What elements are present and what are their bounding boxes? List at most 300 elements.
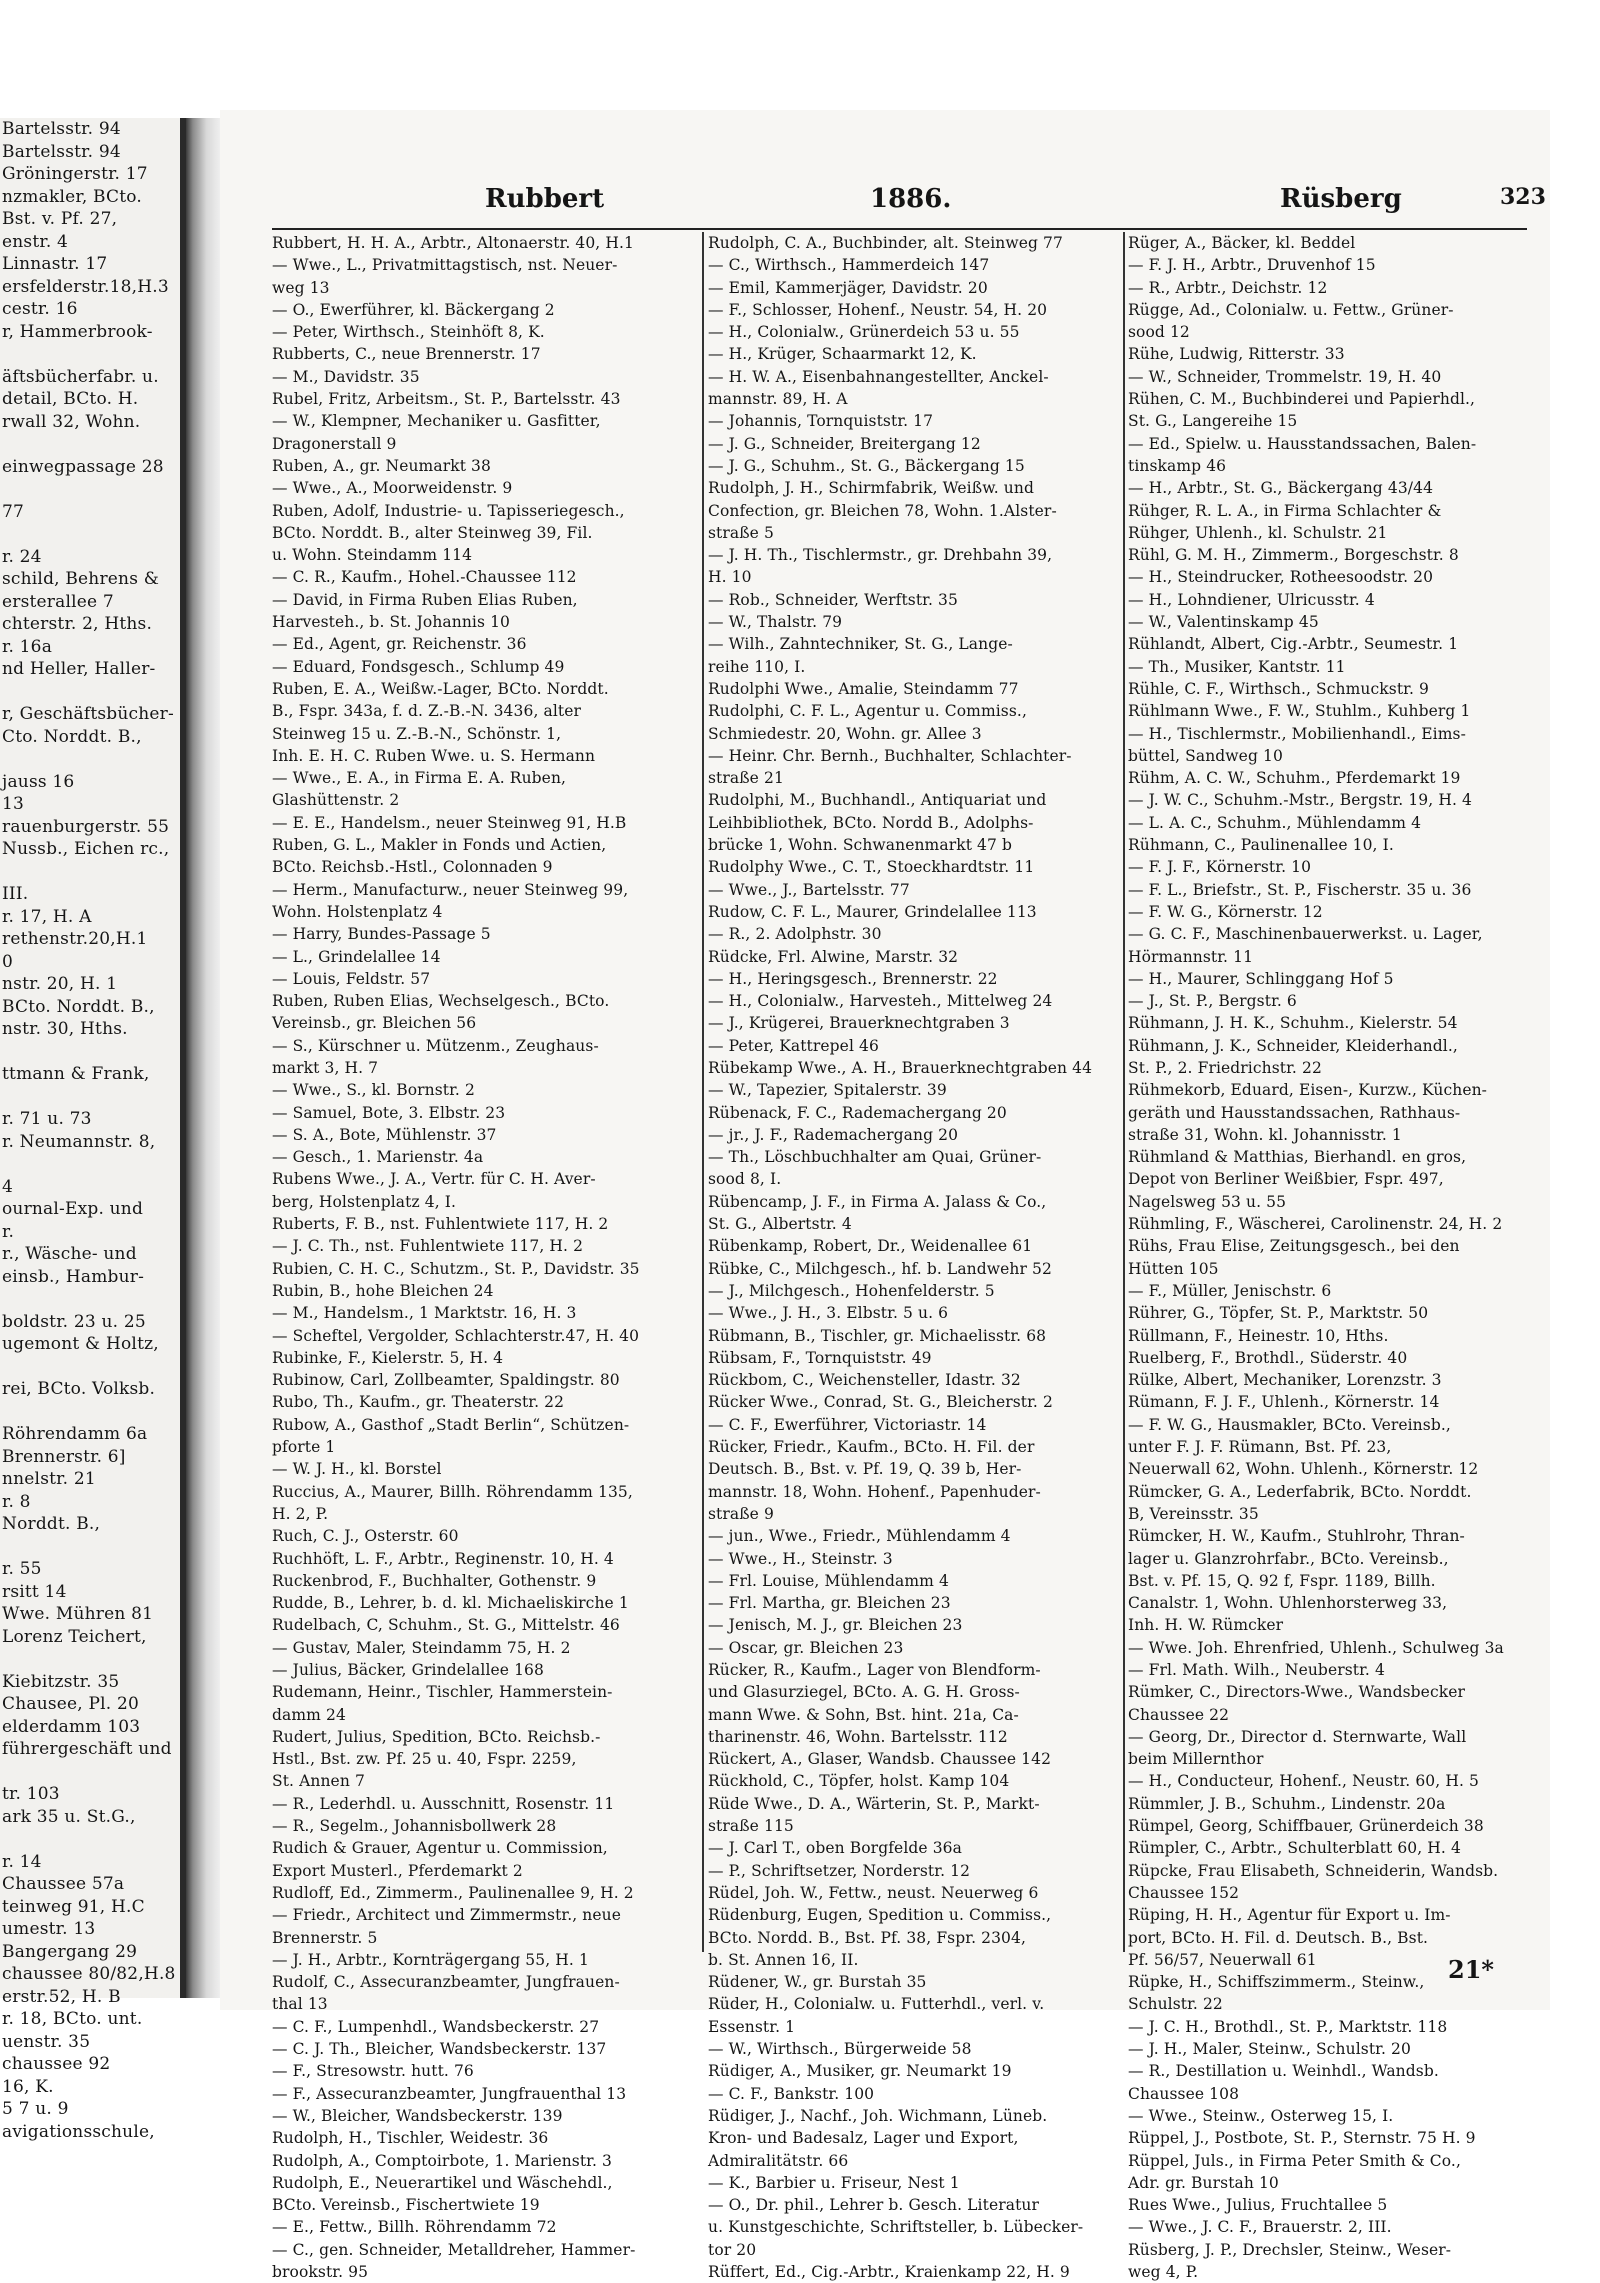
left-page-line: r. 17, H. A <box>2 906 92 927</box>
left-page-line: Bartelsstr. 94 <box>2 141 121 162</box>
directory-entry-line: Wohn. Holstenplatz 4 <box>272 902 443 921</box>
directory-entry-line: — F. L., Briefstr., St. P., Fischerstr. 35 u. 36 <box>1128 880 1472 899</box>
left-page-line: Kiebitzstr. 35 <box>2 1671 120 1692</box>
directory-entry-line: — J., Milchgesch., Hohenfelderstr. 5 <box>708 1281 995 1300</box>
directory-entry-line: Rühlandt, Albert, Cig.-Arbtr., Seumestr. 1 <box>1128 635 1459 654</box>
directory-entry-line: — C. R., Kaufm., Hohel.-Chaussee 112 <box>272 568 577 587</box>
directory-entry-line: — Th., Löschbuchhalter am Quai, Grüner- <box>708 1148 1042 1167</box>
directory-entry-line: Rudloff, Ed., Zimmerm., Paulinenallee 9, H. 2 <box>272 1883 634 1902</box>
directory-entry-line: Rüdenburg, Eugen, Spedition u. Commiss., <box>708 1906 1052 1925</box>
directory-entry-line: Rüppel, J., Postbote, St. P., Sternstr. 75 H. 9 <box>1128 2129 1476 2148</box>
directory-entry-line: Rückhold, C., Töpfer, holst. Kamp 104 <box>708 1772 1010 1791</box>
directory-entry-line: Export Musterl., Pferdemarkt 2 <box>272 1861 523 1880</box>
directory-entry-line: Confection, gr. Bleichen 78, Wohn. 1.Alster- <box>708 501 1057 520</box>
directory-entry-line: Rühmekorb, Eduard, Eisen-, Kurzw., Küchen- <box>1128 1081 1488 1100</box>
directory-entry-line: Chaussee 152 <box>1128 1883 1240 1902</box>
directory-entry-line: Rubel, Fritz, Arbeitsm., St. P., Bartelsstr. 43 <box>272 390 621 409</box>
left-page-line: chterstr. 2, Hths. <box>2 614 153 634</box>
directory-entry-line: Rubien, C. H. C., Schutzm., St. P., Davidstr. 35 <box>272 1259 640 1278</box>
directory-entry-line: — Scheftel, Vergolder, Schlachterstr.47, H. 40 <box>272 1326 640 1345</box>
directory-entry-line: brücke 1, Wohn. Schwanenmarkt 47 b <box>708 836 1013 855</box>
directory-entry-line: straße 31, Wohn. kl. Johannisstr. 1 <box>1128 1125 1402 1144</box>
left-page-line: r. 8 <box>2 1491 31 1512</box>
directory-entry-line: — F. W. G., Körnerstr. 12 <box>1128 902 1323 921</box>
directory-entry-line: Leihbibliothek, BCto. Nordd B., Adolphs- <box>708 813 1034 832</box>
directory-entry-line: — J. H., Maler, Steinw., Schulstr. 20 <box>1128 2040 1411 2059</box>
left-page-line: avigationsschule, <box>2 2121 155 2142</box>
directory-entry-line: Rückert, A., Glaser, Wandsb. Chaussee 142 <box>708 1750 1052 1769</box>
left-page-line: Bartelsstr. 94 <box>2 119 121 139</box>
left-page-line: 0 <box>2 951 14 972</box>
directory-entry-line: Adr. gr. Burstah 10 <box>1128 2173 1279 2192</box>
directory-entry-line: Rücker Wwe., Conrad, St. G., Bleicherstr. 2 <box>708 1393 1053 1412</box>
left-page-line: Chaussee 57a <box>2 1874 125 1894</box>
directory-entry-line: Rücker, Friedr., Kaufm., BCto. H. Fil. der <box>708 1438 1035 1457</box>
left-page-fragment <box>0 118 186 2142</box>
left-page-line <box>0 343 180 366</box>
directory-entry-line: — C., Wirthsch., Hammerdeich 147 <box>708 256 990 275</box>
directory-entry-line: Rümcker, H. W., Kaufm., Stuhlrohr, Thran- <box>1128 1527 1465 1546</box>
header-year: 1886. <box>870 184 952 214</box>
directory-entry-line: — O., Ewerführer, kl. Bäckergang 2 <box>272 300 555 319</box>
directory-entry-line: büttel, Sandweg 10 <box>1128 746 1283 765</box>
directory-entry-line: unter F. J. F. Rümann, Bst. Pf. 23, <box>1128 1438 1392 1457</box>
directory-entry-line: Rüping, H. H., Agentur für Export u. Im- <box>1128 1906 1451 1925</box>
directory-entry-line: Rüppel, Juls., in Firma Peter Smith & Co., <box>1128 2151 1461 2170</box>
directory-entry-line: — F., Schlosser, Hohenf., Neustr. 54, H. 20 <box>708 300 1048 319</box>
left-page-line: elderdamm 103 <box>2 1716 141 1737</box>
directory-entry-line: Rügge, Ad., Colonialw. u. Fettw., Grüner- <box>1128 300 1454 319</box>
directory-entry-line: Nagelsweg 53 u. 55 <box>1128 1192 1287 1211</box>
left-page-line: III. <box>2 884 29 904</box>
left-page-line <box>0 523 180 546</box>
left-page-line: Linnastr. 17 <box>2 254 108 274</box>
directory-entry-line: — H., Maurer, Schlinggang Hof 5 <box>1128 969 1394 988</box>
directory-entry-line: — R., Destillation u. Weinhdl., Wandsb. <box>1128 2062 1439 2081</box>
directory-entry-line: Rudolph, H., Tischler, Weidestr. 36 <box>272 2129 549 2148</box>
directory-entry-line: Dragonerstall 9 <box>272 434 397 453</box>
left-page-line: umestr. 13 <box>2 1919 96 1939</box>
left-page-line: Nussb., Eichen rc., <box>2 839 170 859</box>
directory-entry-line: markt 3, H. 7 <box>272 1058 379 1077</box>
left-page-line: chaussee 80/82,H.8 <box>2 1964 176 1984</box>
left-page-line: nzmakler, BCto. <box>2 186 143 207</box>
directory-entry-line: Rümpel, Georg, Schiffbauer, Grünerdeich 38 <box>1128 1817 1484 1836</box>
directory-entry-line: Rühmann, C., Paulinenallee 10, I. <box>1128 836 1394 855</box>
left-page-line <box>0 1153 180 1176</box>
directory-entry-line: Pf. 56/57, Neuerwall 61 <box>1128 1950 1317 1969</box>
directory-entry-line: — W., Bleicher, Wandsbeckerstr. 139 <box>272 2106 563 2125</box>
directory-entry-line: — jr., J. F., Rademachergang 20 <box>708 1125 959 1144</box>
directory-entry-line: — H., Lohndiener, Ulricusstr. 4 <box>1128 590 1375 609</box>
left-page-line <box>0 681 180 704</box>
left-page-line: enstr. 4 <box>2 231 69 252</box>
directory-entry-line: — Peter, Kattrepel 46 <box>708 1036 879 1055</box>
left-page-line: rsitt 14 <box>2 1581 67 1602</box>
directory-entry-line: Rühl, G. M. H., Zimmerm., Borgeschstr. 8 <box>1128 546 1459 565</box>
directory-entry-line: — C. F., Ewerführer, Victoriastr. 14 <box>708 1415 987 1434</box>
directory-entry-line: Rudert, Julius, Spedition, BCto. Reichsb.- <box>272 1727 601 1746</box>
directory-entry-line: — L., Grindelallee 14 <box>272 947 441 966</box>
left-page-line <box>0 1761 180 1784</box>
page-number: 323 <box>1500 184 1546 210</box>
directory-entry-line: — Wilh., Zahntechniker, St. G., Lange- <box>708 635 1013 654</box>
directory-entry-line: — Ed., Spielw. u. Hausstandssachen, Balen- <box>1128 434 1477 453</box>
directory-entry-line: Rühlmann Wwe., F. W., Stuhlm., Kuhberg 1 <box>1128 702 1471 721</box>
directory-entry-line: Rühle, C. F., Wirthsch., Schmuckstr. 9 <box>1128 679 1429 698</box>
directory-entry-line: — David, in Firma Ruben Elias Ruben, <box>272 590 578 609</box>
directory-entry-line: Rubo, Th., Kaufm., gr. Theaterstr. 22 <box>272 1393 565 1412</box>
directory-entry-line: Essenstr. 1 <box>708 2017 796 2036</box>
directory-entry-line: Rübmann, B., Tischler, gr. Michaelisstr. 68 <box>708 1326 1047 1345</box>
left-page-line: r. 55 <box>2 1559 42 1579</box>
directory-entry-line: — J. W. C., Schuhm.-Mstr., Bergstr. 19, H. 4 <box>1128 791 1472 810</box>
directory-entry-line: — W., Wirthsch., Bürgerweide 58 <box>708 2040 972 2059</box>
directory-entry-line: — Gesch., 1. Marienstr. 4a <box>272 1148 484 1167</box>
directory-entry-line: — H., Arbtr., St. G., Bäckergang 43/44 <box>1128 479 1434 498</box>
signature-mark: 21* <box>1448 1955 1494 1984</box>
directory-entry-line: H. 2, P. <box>272 1504 329 1523</box>
directory-entry-line: St. P., 2. Friedrichstr. 22 <box>1128 1058 1322 1077</box>
left-page-line: erstr.52, H. B <box>2 1986 121 2007</box>
directory-entry-line: — P., Schriftsetzer, Norderstr. 12 <box>708 1861 971 1880</box>
directory-entry-line: straße 21 <box>708 769 784 788</box>
left-page-line <box>0 1086 180 1109</box>
directory-entry-line: Ruckenbrod, F., Buchhalter, Gothenstr. 9 <box>272 1571 597 1590</box>
directory-entry-line: Rübenack, F. C., Rademachergang 20 <box>708 1103 1007 1122</box>
left-page-line: r, Geschäftsbücher- <box>2 704 174 724</box>
directory-entry-line: Rülke, Albert, Mechaniker, Lorenzstr. 3 <box>1128 1371 1442 1390</box>
directory-entry-line: BCto. Nordd. B., Bst. Pf. 38, Fspr. 2304, <box>708 1928 1026 1947</box>
directory-entry-line: Rudolphy Wwe., C. T., Stoeckhardtstr. 11 <box>708 858 1035 877</box>
directory-entry-line: — Jenisch, M. J., gr. Bleichen 23 <box>708 1616 963 1635</box>
directory-entry-line: — jun., Wwe., Friedr., Mühlendamm 4 <box>708 1527 1011 1546</box>
left-page-line: cestr. 16 <box>2 299 78 319</box>
directory-entry-line: — C. J. Th., Bleicher, Wandsbeckerstr. 137 <box>272 2040 607 2059</box>
left-page-line: ersterallee 7 <box>2 591 114 612</box>
directory-entry-line: straße 9 <box>708 1504 774 1523</box>
left-page-line <box>0 1536 180 1559</box>
directory-entry-line: — Wwe. Joh. Ehrenfried, Uhlenh., Schulweg 3a <box>1128 1638 1504 1657</box>
directory-entry-line: Rübekamp Wwe., A. H., Brauerknechtgraben 44 <box>708 1058 1093 1077</box>
directory-entry-line: Steinweg 15 u. Z.-B.-N., Schönstr. 1, <box>272 724 562 743</box>
directory-entry-line: — Wwe., H., Steinstr. 3 <box>708 1549 893 1568</box>
left-page-line: uenstr. 35 <box>2 2031 91 2052</box>
directory-entry-line: — E. E., Handelsm., neuer Steinweg 91, H.B <box>272 813 627 832</box>
directory-entry-line: Rudelbach, C, Schuhm., St. G., Mittelstr. 46 <box>272 1616 620 1635</box>
left-page-line: 77 <box>2 501 25 522</box>
column-separator <box>702 232 704 1952</box>
directory-entry-line: BCto. Norddt. B., alter Steinweg 39, Fil. <box>272 523 593 542</box>
directory-entry-line: — H., Colonialw., Harvesteh., Mittelweg 24 <box>708 992 1053 1011</box>
directory-entry-line: Rühm, A. C. W., Schuhm., Pferdemarkt 19 <box>1128 769 1461 788</box>
directory-entry-line: Ruben, E. A., Weißw.-Lager, BCto. Norddt. <box>272 679 609 698</box>
directory-entry-line: Rühger, R. L. A., in Firma Schlachter & <box>1128 501 1442 520</box>
left-page-line: r. 16a <box>2 636 53 657</box>
directory-entry-line: — G. C. F., Maschinenbauerwerkst. u. Lager, <box>1128 925 1483 944</box>
directory-entry-line: — Johannis, Tornquiststr. 17 <box>708 412 934 431</box>
directory-entry-line: straße 5 <box>708 523 774 542</box>
directory-entry-line: Rühs, Frau Elise, Zeitungsgesch., bei den <box>1128 1237 1460 1256</box>
directory-entry-line: St. G., Albertstr. 4 <box>708 1215 852 1234</box>
left-page-line: einwegpassage 28 <box>2 456 164 477</box>
directory-entry-line: Rüdiger, A., Musiker, gr. Neumarkt 19 <box>708 2062 1012 2081</box>
directory-entry-line: straße 115 <box>708 1817 794 1836</box>
left-page-line: Bangergang 29 <box>2 1941 138 1962</box>
column-separator <box>1123 232 1125 1952</box>
directory-entry-line: Rühmann, J. K., Schneider, Kleiderhandl., <box>1128 1036 1458 1055</box>
directory-entry-line: — Ed., Agent, gr. Reichenstr. 36 <box>272 635 527 654</box>
directory-entry-line: — R., 2. Adolphstr. 30 <box>708 925 882 944</box>
left-page-line: ournal-Exp. und <box>2 1199 144 1219</box>
directory-entry-line: — F. W. G., Hausmakler, BCto. Vereinsb., <box>1128 1415 1451 1434</box>
directory-entry-line: — F. J. F., Körnerstr. 10 <box>1128 858 1312 877</box>
directory-entry-line: Ruch, C. J., Osterstr. 60 <box>272 1527 459 1546</box>
directory-entry-line: Ruben, Ruben Elias, Wechselgesch., BCto. <box>272 992 610 1011</box>
directory-entry-line: Rubberts, C., neue Brennerstr. 17 <box>272 345 541 364</box>
directory-entry-line: — Wwe., A., Moorweidenstr. 9 <box>272 479 513 498</box>
directory-entry-line: beim Millernthor <box>1128 1750 1264 1769</box>
left-page-line <box>0 478 180 501</box>
directory-entry-line: Rubens Wwe., J. A., Vertr. für C. H. Aver- <box>272 1170 596 1189</box>
left-page-line: ersfelderstr.18,H.3 <box>2 276 169 297</box>
directory-entry-line: — Wwe., J., Bartelsstr. 77 <box>708 880 910 899</box>
directory-entry-line: Rüsberg, J. P., Drechsler, Steinw., Weser- <box>1128 2240 1452 2259</box>
left-page-line: r. 14 <box>2 1851 42 1872</box>
left-page-line: rauenburgerstr. 55 <box>2 816 170 837</box>
directory-entry-line: — J. C. H., Brothdl., St. P., Marktstr. 118 <box>1128 2017 1448 2036</box>
directory-entry-line: mannstr. 89, H. A <box>708 390 848 409</box>
directory-entry-line: — Emil, Kammerjäger, Davidstr. 20 <box>708 278 988 297</box>
directory-entry-line: Rubin, B., hohe Bleichen 24 <box>272 1281 494 1300</box>
directory-entry-line: Rübenkamp, Robert, Dr., Weidenallee 61 <box>708 1237 1033 1256</box>
directory-entry-line: St. Annen 7 <box>272 1772 365 1791</box>
directory-entry-line: — Louis, Feldstr. 57 <box>272 969 431 988</box>
directory-entry-line: Depot von Berliner Weißbier, Fspr. 497, <box>1128 1170 1444 1189</box>
directory-entry-line: pforte 1 <box>272 1438 336 1457</box>
directory-entry-line: Rudolph, A., Comptoirbote, 1. Marienstr. 3 <box>272 2151 613 2170</box>
directory-entry-line: Rümmler, J. B., Schuhm., Lindenstr. 20a <box>1128 1794 1446 1813</box>
directory-entry-line: Rubow, A., Gasthof „Stadt Berlin“, Schützen- <box>272 1415 630 1434</box>
directory-entry-line: Ruben, A., gr. Neumarkt 38 <box>272 456 491 475</box>
directory-entry-line: Rubinke, F., Kielerstr. 5, H. 4 <box>272 1348 504 1367</box>
left-page-line: äftsbücherfabr. u. <box>2 366 159 387</box>
directory-entry-line: — Frl. Martha, gr. Bleichen 23 <box>708 1594 951 1613</box>
directory-entry-line: Ruelberg, F., Brothdl., Süderstr. 40 <box>1128 1348 1408 1367</box>
left-page-line: rei, BCto. Volksb. <box>2 1379 156 1399</box>
directory-entry-line: Rühmling, F., Wäscherei, Carolinenstr. 24, H. 2 <box>1128 1215 1503 1234</box>
directory-entry-line: — W., Valentinskamp 45 <box>1128 613 1319 632</box>
header-rule <box>272 228 1527 230</box>
directory-entry-line: Rudolphi, M., Buchhandl., Antiquariat und <box>708 791 1047 810</box>
left-page-line: r. 71 u. 73 <box>2 1109 92 1129</box>
directory-entry-line: berg, Holstenplatz 4, I. <box>272 1192 457 1211</box>
directory-entry-line: Kron- und Badesalz, Lager und Export, <box>708 2129 1019 2148</box>
directory-entry-line: — M., Handelsm., 1 Marktstr. 16, H. 3 <box>272 1304 577 1323</box>
left-page-line <box>0 1828 180 1851</box>
directory-entry-line: BCto. Vereinsb., Fischertwiete 19 <box>272 2196 540 2215</box>
directory-entry-line: — H., Conducteur, Hohenf., Neustr. 60, H. 5 <box>1128 1772 1479 1791</box>
directory-entry-line: Rübsam, F., Tornquiststr. 49 <box>708 1348 932 1367</box>
left-page-line <box>0 433 180 456</box>
directory-entry-line: H. 10 <box>708 568 752 587</box>
directory-entry-line: Rüffert, Ed., Cig.-Arbtr., Kraienkamp 22, H. 9 <box>708 2263 1070 2282</box>
directory-entry-line: — J., Krügerei, Brauerknechtgraben 3 <box>708 1014 1010 1033</box>
directory-entry-line: — Frl. Louise, Mühlendamm 4 <box>708 1571 949 1590</box>
directory-entry-line: — Georg, Dr., Director d. Sternwarte, Wall <box>1128 1727 1467 1746</box>
column-1 <box>272 232 700 2282</box>
left-page-line: nnelstr. 21 <box>2 1469 96 1489</box>
directory-entry-line: Inh. H. W. Rümcker <box>1128 1616 1284 1635</box>
directory-entry-line: — J., St. P., Bergstr. 6 <box>1128 992 1297 1011</box>
left-page-line: Gröningerstr. 17 <box>2 164 148 184</box>
left-page-line: Wwe. Mühren 81 <box>2 1604 154 1624</box>
left-page-line: ugemont & Holtz, <box>2 1334 159 1354</box>
directory-entry-line: Rudde, B., Lehrer, b. d. kl. Michaeliskirche 1 <box>272 1594 629 1613</box>
left-page-line: boldstr. 23 u. 25 <box>2 1311 146 1332</box>
directory-entry-line: — W., Schneider, Trommelstr. 19, H. 40 <box>1128 367 1442 386</box>
directory-entry-line: weg 4, P. <box>1128 2263 1199 2282</box>
directory-entry-line: — Julius, Bäcker, Grindelallee 168 <box>272 1661 544 1679</box>
left-page-line: r. <box>2 1221 15 1242</box>
directory-entry-line: — H., Colonialw., Grünerdeich 53 u. 55 <box>708 323 1020 342</box>
directory-entry-line: — W. J. H., kl. Borstel <box>272 1460 442 1479</box>
directory-entry-line: — Wwe., J. C. F., Brauerstr. 2, III. <box>1128 2218 1392 2237</box>
directory-entry-line: Deutsch. B., Bst. v. Pf. 19, Q. 39 b, Her- <box>708 1460 1022 1479</box>
directory-entry-line: reihe 110, I. <box>708 657 806 676</box>
directory-entry-line: Hütten 105 <box>1128 1259 1219 1278</box>
directory-entry-line: — W., Thalstr. 79 <box>708 613 843 632</box>
directory-entry-line: Brennerstr. 5 <box>272 1928 378 1947</box>
left-page-line: r. 24 <box>2 546 42 567</box>
directory-entry-line: Ruccius, A., Maurer, Billh. Röhrendamm 135, <box>272 1482 633 1501</box>
directory-entry-line: Rubinow, Carl, Zollbeamter, Spaldingstr. 80 <box>272 1371 620 1390</box>
directory-entry-line: — C. F., Lumpenhdl., Wandsbeckerstr. 27 <box>272 2017 600 2036</box>
directory-entry-line: — Wwe., S., kl. Bornstr. 2 <box>272 1081 475 1100</box>
directory-entry-line: brookstr. 95 <box>272 2263 369 2282</box>
directory-entry-line: — S., Kürschner u. Mützenm., Zeughaus- <box>272 1036 599 1055</box>
directory-entry-line: Rudolph, E., Neuerartikel und Wäschehdl., <box>272 2173 613 2192</box>
directory-entry-line: Ruben, G. L., Makler in Fonds und Actien, <box>272 836 607 855</box>
directory-entry-line: — Samuel, Bote, 3. Elbstr. 23 <box>272 1103 506 1122</box>
directory-entry-line: u. Kunstgeschichte, Schriftsteller, b. Lübecker- <box>708 2218 1084 2237</box>
directory-entry-line: — Herm., Manufacturw., neuer Steinweg 99, <box>272 880 629 899</box>
directory-entry-line: geräth und Hausstandssachen, Rathhaus- <box>1128 1103 1461 1122</box>
directory-entry-line: — F., Müller, Jenischstr. 6 <box>1128 1281 1332 1300</box>
directory-entry-line: thal 13 <box>272 1995 328 2014</box>
directory-entry-line: — J. Carl T., oben Borgfelde 36a <box>708 1839 962 1858</box>
directory-entry-line: Hörmannstr. 11 <box>1128 947 1254 966</box>
directory-entry-line: — Wwe., Steinw., Osterweg 15, I. <box>1128 2106 1394 2125</box>
directory-page <box>220 110 1550 2282</box>
directory-entry-line: Schulstr. 22 <box>1128 1995 1223 2014</box>
directory-entry-line: B, Vereinsstr. 35 <box>1128 1504 1259 1523</box>
directory-entry-line: mann Wwe. & Sohn, Bst. hint. 21a, Ca- <box>708 1705 1019 1724</box>
directory-entry-line: — C. F., Bankstr. 100 <box>708 2084 875 2103</box>
directory-entry-line: — Friedr., Architect und Zimmermstr., neue <box>272 1906 621 1925</box>
directory-entry-line: — Wwe., L., Privatmittagstisch, nst. Neuer- <box>272 256 618 275</box>
directory-entry-line: — F. J. H., Arbtr., Druvenhof 15 <box>1128 256 1376 275</box>
directory-entry-line: Rudow, C. F. L., Maurer, Grindelallee 113 <box>708 902 1037 921</box>
directory-entry-line: — H., Heringsgesch., Brennerstr. 22 <box>708 969 998 988</box>
left-page-line: einsb., Hambur- <box>2 1266 145 1287</box>
directory-entry-line: B., Fspr. 343a, f. d. Z.-B.-N. 3436, alter <box>272 702 582 721</box>
directory-entry-line: u. Wohn. Steindamm 114 <box>272 546 473 565</box>
book-gutter <box>186 118 220 1998</box>
directory-entry-line: mannstr. 18, Wohn. Hohenf., Papenhuder- <box>708 1482 1041 1501</box>
directory-entry-line: — R., Arbtr., Deichstr. 12 <box>1128 278 1328 297</box>
left-page-line <box>0 1288 180 1311</box>
directory-entry-line: Vereinsb., gr. Bleichen 56 <box>272 1014 477 1033</box>
directory-entry-line: Ruchhöft, L. F., Arbtr., Reginenstr. 10, H. 4 <box>272 1549 614 1568</box>
directory-entry-line: Neuerwall 62, Wohn. Uhlenh., Körnerstr. 12 <box>1128 1460 1479 1479</box>
directory-entry-line: — E., Fettw., Billh. Röhrendamm 72 <box>272 2218 557 2237</box>
directory-entry-line: tinskamp 46 <box>1128 456 1227 475</box>
directory-entry-line: — F., Assecuranzbeamter, Jungfrauenthal 13 <box>272 2084 627 2103</box>
directory-entry-line: Hstl., Bst. zw. Pf. 25 u. 40, Fspr. 2259, <box>272 1750 577 1769</box>
directory-entry-line: — J. H. Th., Tischlermstr., gr. Drehbahn 39, <box>708 546 1053 565</box>
directory-entry-line: — H., Krüger, Schaarmarkt 12, K. <box>708 345 977 364</box>
directory-entry-line: Rühe, Ludwig, Ritterstr. 33 <box>1128 345 1345 364</box>
directory-entry-line: Rüger, A., Bäcker, kl. Beddel <box>1128 234 1356 252</box>
directory-entry-line: — Oscar, gr. Bleichen 23 <box>708 1638 904 1657</box>
directory-entry-line: — S. A., Bote, Mühlenstr. 37 <box>272 1125 497 1144</box>
left-page-line: führergeschäft und <box>2 1739 172 1759</box>
header-left-keyword: Rubbert <box>485 184 605 214</box>
left-page-line: Brennerstr. 6] <box>2 1446 126 1467</box>
directory-entry-line: tharinenstr. 46, Wohn. Bartelsstr. 112 <box>708 1727 1008 1746</box>
directory-entry-line: — J. H., Arbtr., Kornträgergang 55, H. 1 <box>272 1950 589 1969</box>
directory-entry-line: — Frl. Math. Wilh., Neuberstr. 4 <box>1128 1661 1385 1679</box>
directory-entry-line: — H., Steindrucker, Rotheesoodstr. 20 <box>1128 568 1434 587</box>
left-page-line: r. 18, BCto. unt. <box>2 2009 143 2029</box>
directory-entry-line: — Gustav, Maler, Steindamm 75, H. 2 <box>272 1638 571 1657</box>
left-page-line: 4 <box>2 1176 14 1197</box>
left-page-line: 16, K. <box>2 2076 54 2097</box>
left-page-line: Röhrendamm 6a <box>2 1424 148 1444</box>
left-page-line <box>0 1648 180 1671</box>
directory-entry-line: — W., Klempner, Mechaniker u. Gasfitter, <box>272 412 601 431</box>
directory-entry-line: Rüder, H., Colonialw. u. Futterhdl., verl. v. <box>708 1995 1045 2014</box>
left-page-line: jauss 16 <box>2 771 75 792</box>
directory-entry-line: Rühmann, J. H. K., Schuhm., Kielerstr. 54 <box>1128 1014 1458 1033</box>
directory-entry-line: — Wwe., J. H., 3. Elbstr. 5 u. 6 <box>708 1304 949 1323</box>
directory-entry-line: lager u. Glanzrohrfabr., BCto. Vereinsb., <box>1128 1549 1449 1568</box>
left-page-line: detail, BCto. H. <box>2 389 139 409</box>
left-page-line: nstr. 30, Hths. <box>2 1019 128 1039</box>
directory-entry-line: — J. G., Schneider, Breitergang 12 <box>708 434 981 453</box>
header-right-keyword: Rüsberg <box>1280 184 1402 214</box>
directory-entry-line: Rudemann, Heinr., Tischler, Hammerstein- <box>272 1683 613 1702</box>
left-page-line: ttmann & Frank, <box>2 1064 150 1084</box>
directory-entry-line: sood 12 <box>1128 323 1190 342</box>
column-3 <box>1128 232 1528 2282</box>
directory-entry-line: Canalstr. 1, Wohn. Uhlenhorsterweg 33, <box>1128 1594 1448 1613</box>
column-2 <box>708 232 1120 2282</box>
directory-entry-line: — J. G., Schuhm., St. G., Bäckergang 15 <box>708 456 1025 475</box>
directory-entry-line: Rubbert, H. H. A., Arbtr., Altonaerstr. 40, H.1 <box>272 234 634 252</box>
directory-entry-line: Admiralitätstr. 66 <box>708 2151 849 2170</box>
directory-entry-line: Rümcker, G. A., Lederfabrik, BCto. Norddt. <box>1128 1482 1472 1501</box>
directory-entry-line: Rücker, R., Kaufm., Lager von Blendform- <box>708 1661 1041 1679</box>
directory-entry-line: — F., Stresowstr. hutt. 76 <box>272 2062 474 2081</box>
left-page-line: nd Heller, Haller- <box>2 659 156 679</box>
directory-entry-line: Rühmland & Matthias, Bierhandl. en gros, <box>1128 1148 1467 1167</box>
directory-entry-line: — J. C. Th., nst. Fuhlentwiete 117, H. 2 <box>272 1237 584 1256</box>
directory-entry-line: Rudolph, C. A., Buchbinder, alt. Steinweg 77 <box>708 234 1063 252</box>
directory-entry-line: Rüpke, H., Schiffszimmerm., Steinw., <box>1128 1973 1425 1992</box>
directory-entry-line: Glashüttenstr. 2 <box>272 791 400 810</box>
